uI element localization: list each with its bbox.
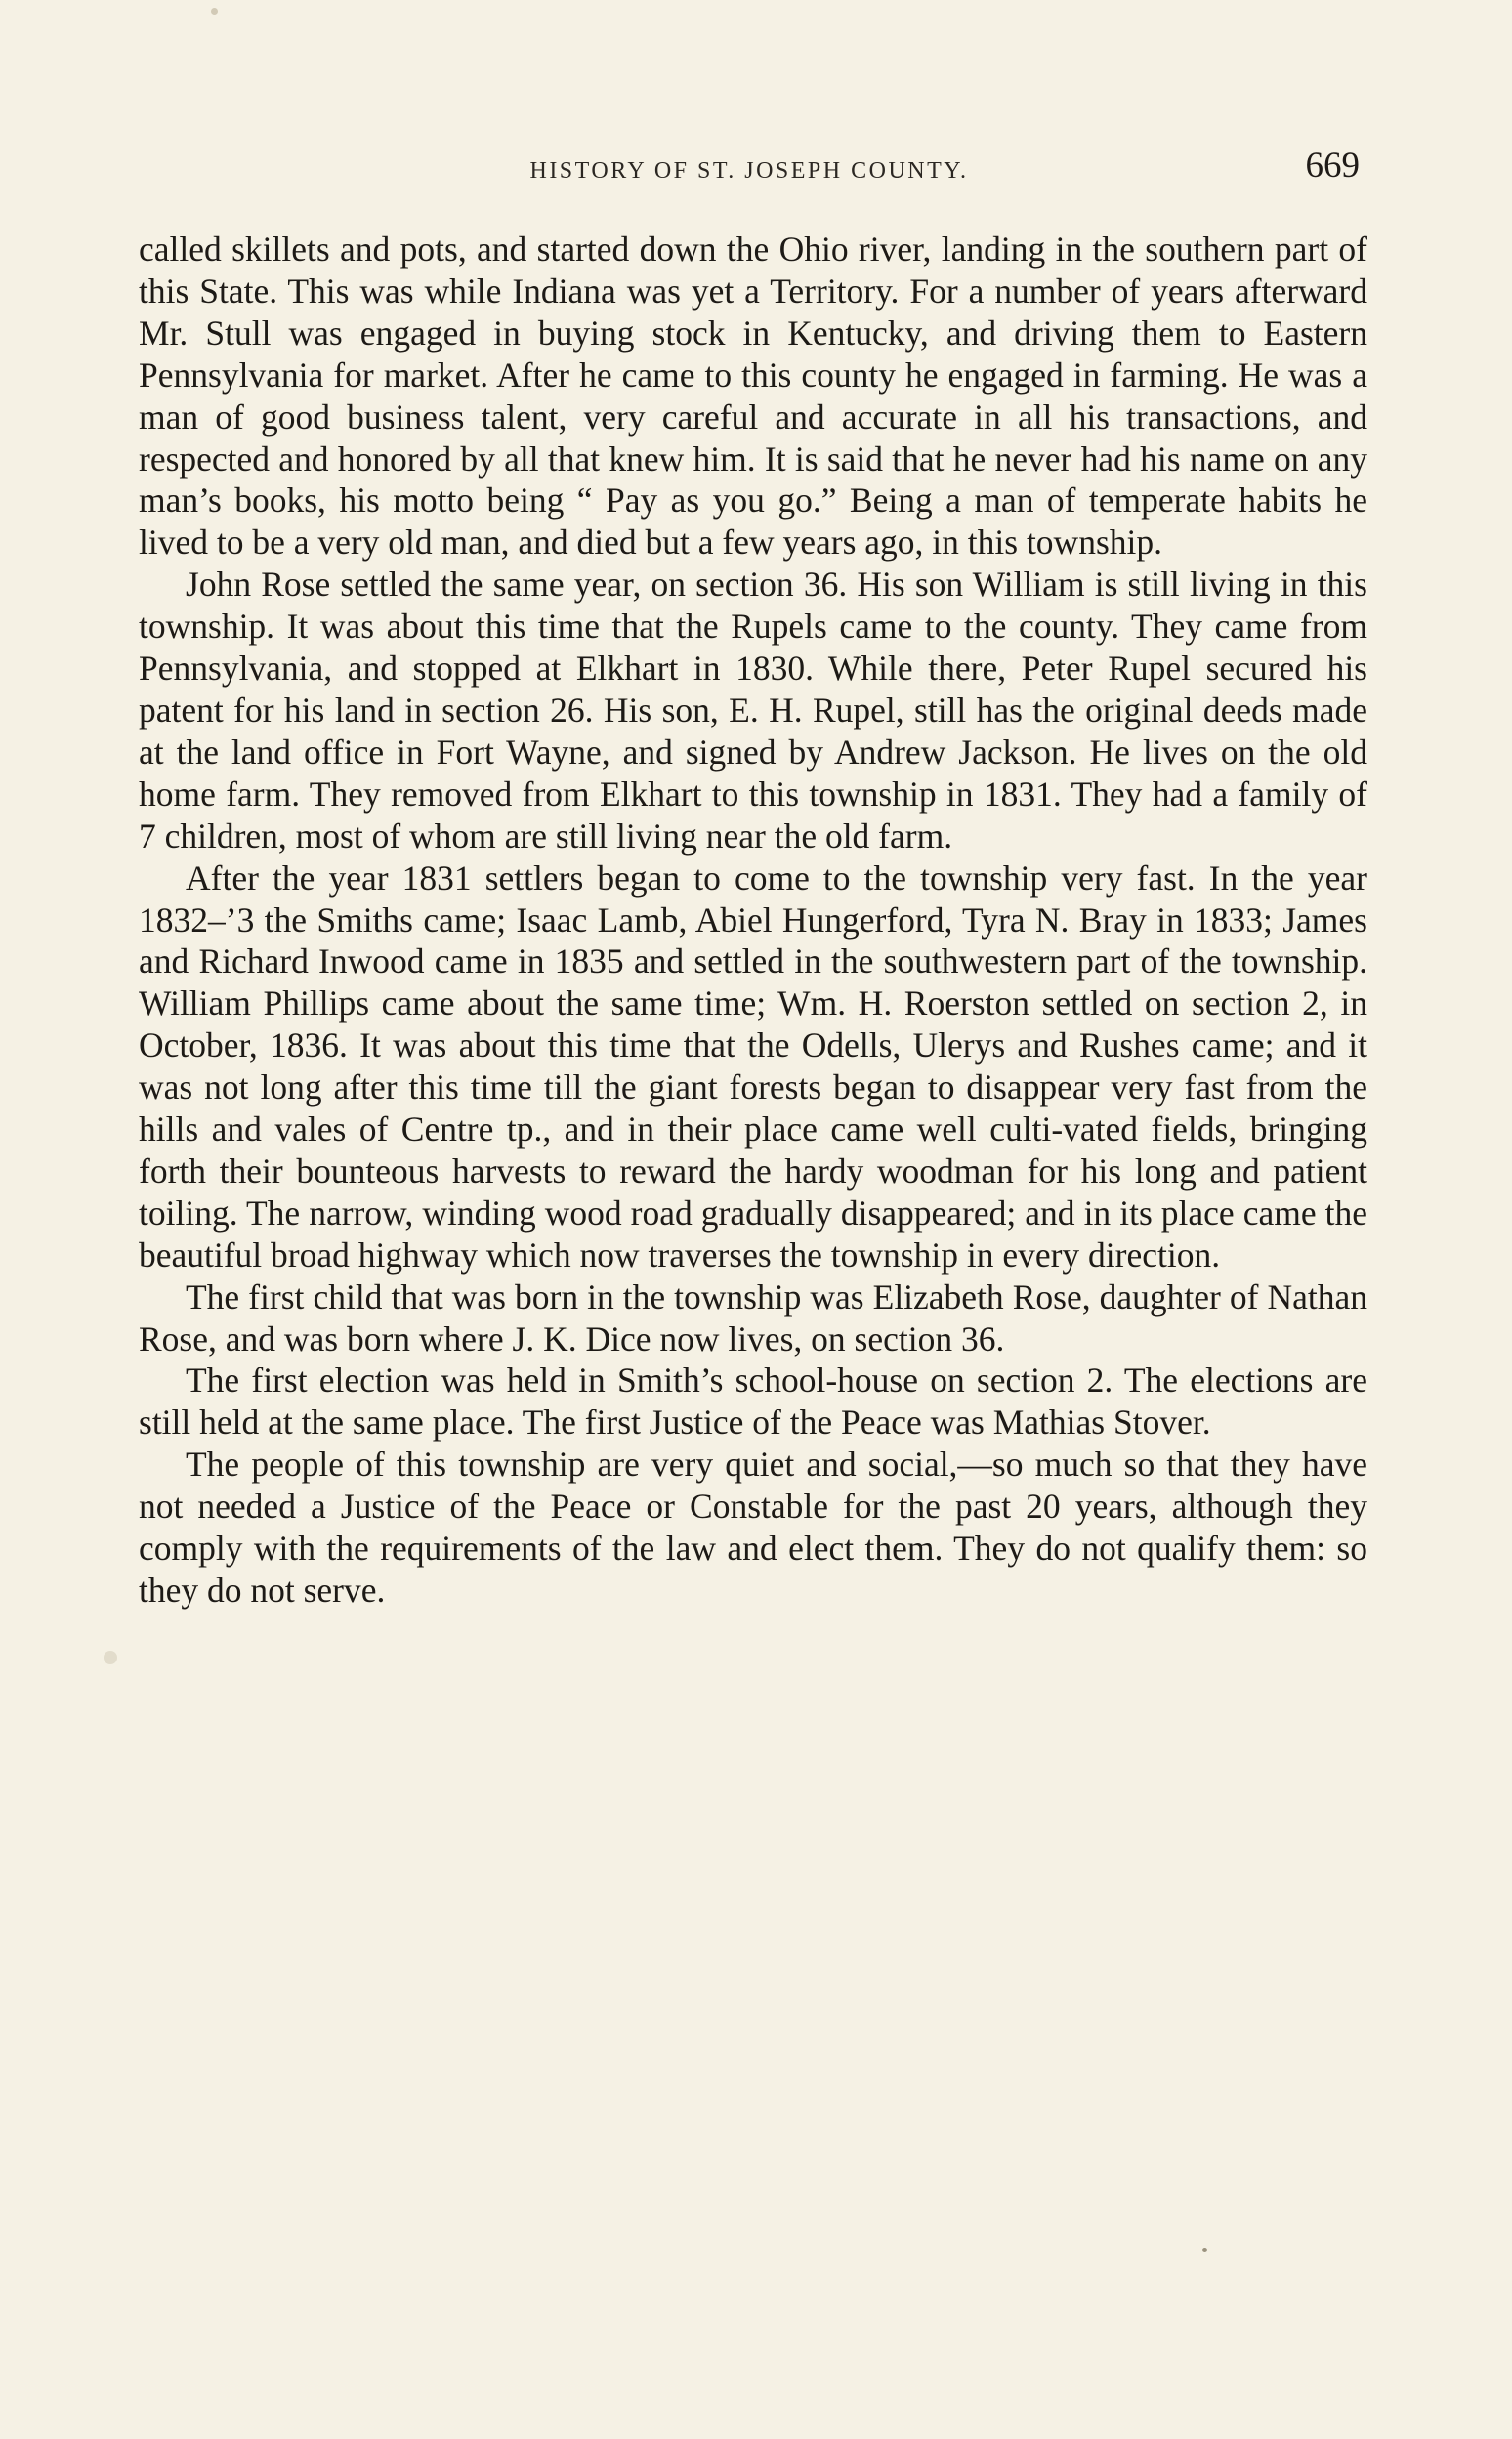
paper-speck [1202,2248,1207,2252]
body-text [139,229,1367,1612]
paragraph-continued: called skillets and pots, and started down the Ohio river, landing in the southern part of this State. This was while Indiana was yet a Territory. For a number of years afterward Mr. Stull was engaged in buying stock in Kentucky, and driving them to Eastern Pennsylvania for market. After he came to this county he engaged in farming. He was a man of good business talent, very careful and accurate in all his transactions, and respected and honored by all that knew him. It is said that he never had his name on any man’s books, his motto being “ Pay as you go.” Being a man of temperate habits he lived to be a very old man, and died but a few years ago, in this township. [139,230,1367,563]
paragraph-first-election: The first election was held in Smith’s school-house on section 2. The elections are still held at the same place. The first Justice of the Peace was Mathias Stover. [139,1361,1367,1443]
paper-speck [104,1651,117,1664]
page-number: 669 [1305,146,1360,186]
paragraph-first-child: The first child that was born in the township was Elizabeth Rose, daughter of Nathan Rose, and was born where J. K. Dice now lives, on section 36. [139,1277,1367,1359]
paragraph-people: The people of this township are very quiet and social,—so much so that they have not needed a Justice of the Peace or Constable for the past 20 years, although they comply with the requirements of the law and elect them. They do not qualify them: so they do not serve. [139,1445,1367,1610]
paragraph-rose-rupel: John Rose settled the same year, on section 36. His son William is still living in this township. It was about this time that the Rupels came to the county. They came from Pennsylvania, and stopped at Elkhart in 1830. While there, Peter Rupel secured his patent for his land in section 26. His son, E. H. Rupel, still has the original deeds made at the land office in Fort Wayne, and signed by Andrew Jackson. He lives on the old home farm. They removed from Elkhart to this township in 1831. They had a family of 7 children, most of whom are still living near the old farm. [139,565,1367,856]
paragraph-settlers: After the year 1831 settlers began to come to the township very fast. In the year 1832–’3 the Smiths came; Isaac Lamb, Abiel Hungerford, Tyra N. Bray in 1833; James and Richard Inwood came in 1835 and settled in the southwestern part of the township. William Phillips came about the same time; Wm. H. Roerston settled on section 2, in October, 1836. It was about this time that the Odells, Ulerys and Rushes came; and it was not long after this time till the giant forests began to disappear very fast from the hills and vales of Centre tp., and in their place came well culti-vated fields, bringing forth their bounteous harvests to reward the hardy woodman for his long and patient toiling. The narrow, winding wood road gradually disappeared; and in its place came the beautiful broad highway which now traverses the township in every direction. [139,858,1367,1275]
page-header [139,145,1360,193]
paper-speck [211,8,218,15]
running-head: HISTORY OF ST. JOSEPH COUNTY. [529,158,969,184]
